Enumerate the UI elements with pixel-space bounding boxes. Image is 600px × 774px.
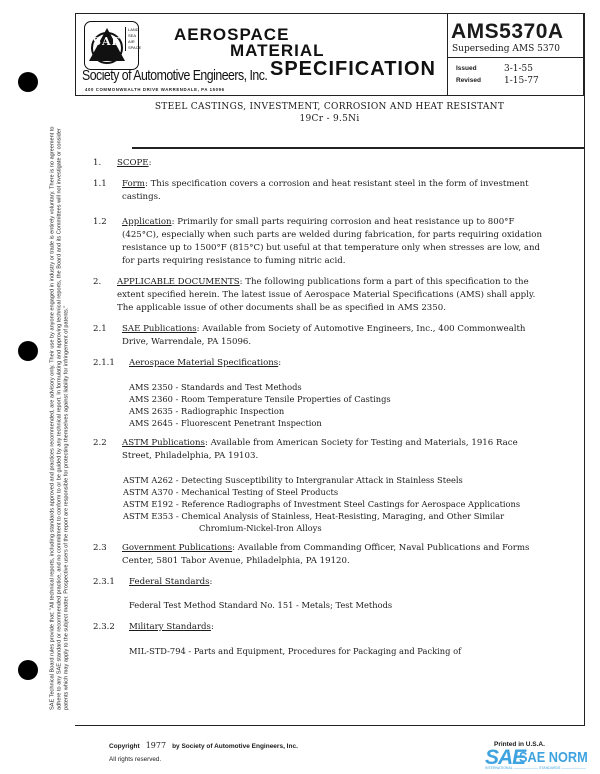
organization-address: 400 COMMONWEALTH DRIVE WARRENDALE, PA 15096: [85, 87, 225, 92]
section-number: 2.: [93, 277, 102, 287]
issued-date: 3-1-55: [504, 64, 533, 74]
reference-item: Federal Test Method Standard No. 151 - Metals; Test Methods: [129, 600, 393, 610]
spec-number-box: [447, 14, 583, 95]
revised-label: Revised: [456, 77, 481, 84]
title-rule: [132, 147, 584, 149]
punch-hole-middle: [18, 341, 38, 361]
section-astm-publications: ASTM Publications: Available from American Society for Testing and Materials, 1916 Race: [122, 438, 518, 448]
watermark-subtext: INTERNATIONAL ——————— STANDARDS ———————: [485, 766, 586, 770]
paragraph-line: Drive, Warrendale, PA 15096.: [122, 337, 252, 347]
logo-words: LAND SEA AIR SPACE: [125, 27, 141, 51]
section-number: 1.1: [93, 179, 107, 189]
section-ams-specs: Aerospace Material Specifications:: [129, 358, 282, 368]
watermark-sae-logo-icon: SAE: [485, 746, 526, 769]
section-number: 2.2: [93, 438, 107, 448]
section-scope: SCOPE:: [117, 158, 152, 168]
paragraph-line: for parts requiring resistance to fuming nitric acid.: [122, 256, 346, 266]
section-number: 1.2: [93, 217, 107, 227]
section-federal-standards: Federal Standards:: [129, 577, 213, 587]
section-application: Application: Primarily for small parts requiring corrosion and heat resistance up to 800°F: [122, 217, 515, 227]
divider: [448, 57, 583, 58]
reference-item: AMS 2645 - Fluorescent Penetrant Inspection: [129, 418, 322, 428]
reference-item: ASTM A262 - Detecting Susceptibility to Intergranular Attack in Stainless Steels: [123, 475, 463, 485]
section-number: 2.3.2: [93, 622, 115, 632]
section-number: 2.3: [93, 543, 107, 553]
paragraph-line: castings.: [122, 192, 161, 202]
punch-hole-bottom: [18, 660, 38, 680]
section-military-standards: Military Standards:: [129, 622, 214, 632]
paragraph-line: Center, 5801 Tabor Avenue, Philadelphia, PA 19120.: [122, 556, 350, 566]
section-number: 2.1.1: [93, 358, 115, 368]
side-disclaimer: [40, 120, 80, 710]
section-number: 2.1: [93, 324, 107, 334]
spec-number: AMS5370A: [451, 20, 564, 43]
paragraph-line: The applicable issue of other documents shall be as specified in AMS 2350.: [117, 303, 446, 313]
section-form: Form: This specification covers a corrosion and heat resistant steel in the form of investment: [122, 179, 529, 189]
section-number: 2.3.1: [93, 577, 115, 587]
reference-item: MIL-STD-794 - Parts and Equipment, Procedures for Packaging and Packing of: [129, 646, 462, 656]
paragraph-line: extent specified herein. The latest issue of Aerospace Material Specifications (AMS) shall apply.: [117, 290, 536, 300]
section-government-publications: Government Publications: Available from Commanding Officer, Naval Publications and Forms: [122, 543, 530, 553]
paragraph-line: resistance up to 1500°F (815°C) but useful at that temperature only when stresses are low, and: [122, 243, 541, 253]
rights-notice: All rights reserved.: [109, 756, 162, 763]
reference-item: ASTM E192 - Reference Radiographs of Investment Steel Castings for Aerospace Applications: [123, 499, 521, 509]
section-applicable-documents: APPLICABLE DOCUMENTS: The following publications form a part of this specification to the: [117, 277, 529, 287]
section-number: 1.: [93, 158, 102, 168]
printed-in-usa: Printed in U.S.A.: [494, 741, 545, 748]
revised-date: 1-15-77: [504, 76, 539, 86]
header-title-line-2: MATERIAL: [230, 41, 325, 60]
reference-item-continuation: Chromium-Nickel-Iron Alloys: [199, 523, 322, 533]
paragraph-line: (425°C), especially when such parts are welded during fabrication, for parts requiring oxidation: [122, 230, 543, 240]
spec-header: [75, 13, 584, 96]
logo-letters: SAE: [93, 35, 121, 48]
issued-label: Issued: [456, 65, 477, 72]
paragraph-line: Street, Philadelphia, PA 19103.: [122, 451, 259, 461]
disclaimer-text: SAE Technical Board rules provide that: "All technical reports, including standards approved and practices recommended, are advisory only. Their use by anyone engaged in industry or trade is entirely voluntary. There is no agreement to adhere to any SAE standard or recommended practice, and no commitment to conform to or be guided by any technical report. In formulating and approving technical reports, the Board and its Committees will not investigate or consider patents which may apply to the subject matter. Prospective users of the report are responsible for protecting themselves against liability for infringement of patents.": [49, 126, 70, 710]
document-subtitle: 19Cr - 9.5Ni: [299, 114, 360, 124]
reference-item: AMS 2350 - Standards and Test Methods: [129, 382, 302, 392]
organization-name: Society of Automotive Engineers, Inc.: [82, 68, 268, 84]
punch-hole-top: [18, 72, 38, 92]
reference-item: AMS 2635 - Radiographic Inspection: [129, 406, 285, 416]
reference-item: AMS 2360 - Room Temperature Tensile Properties of Castings: [129, 394, 391, 404]
header-title-line-3: SPECIFICATION: [270, 58, 436, 80]
copyright-notice: Copyright 1977 by Society of Automotive Engineers, Inc.: [109, 741, 298, 750]
reference-item: ASTM A370 - Mechanical Testing of Steel Products: [123, 487, 339, 497]
reference-item: ASTM E353 - Chemical Analysis of Stainless, Heat-Resisting, Maraging, and Other Similar: [123, 511, 505, 521]
document-title: STEEL CASTINGS, INVESTMENT, CORROSION AND HEAT RESISTANT: [154, 102, 505, 112]
sae-logo: [84, 21, 142, 70]
section-sae-publications: SAE Publications: Available from Society of Automotive Engineers, Inc., 400 Commonwealth: [122, 324, 526, 334]
header-title-line-1: AEROSPACE: [174, 25, 290, 44]
superseding-note: Superseding AMS 5370: [452, 44, 560, 54]
watermark-text: SAE NORM: [519, 749, 588, 766]
